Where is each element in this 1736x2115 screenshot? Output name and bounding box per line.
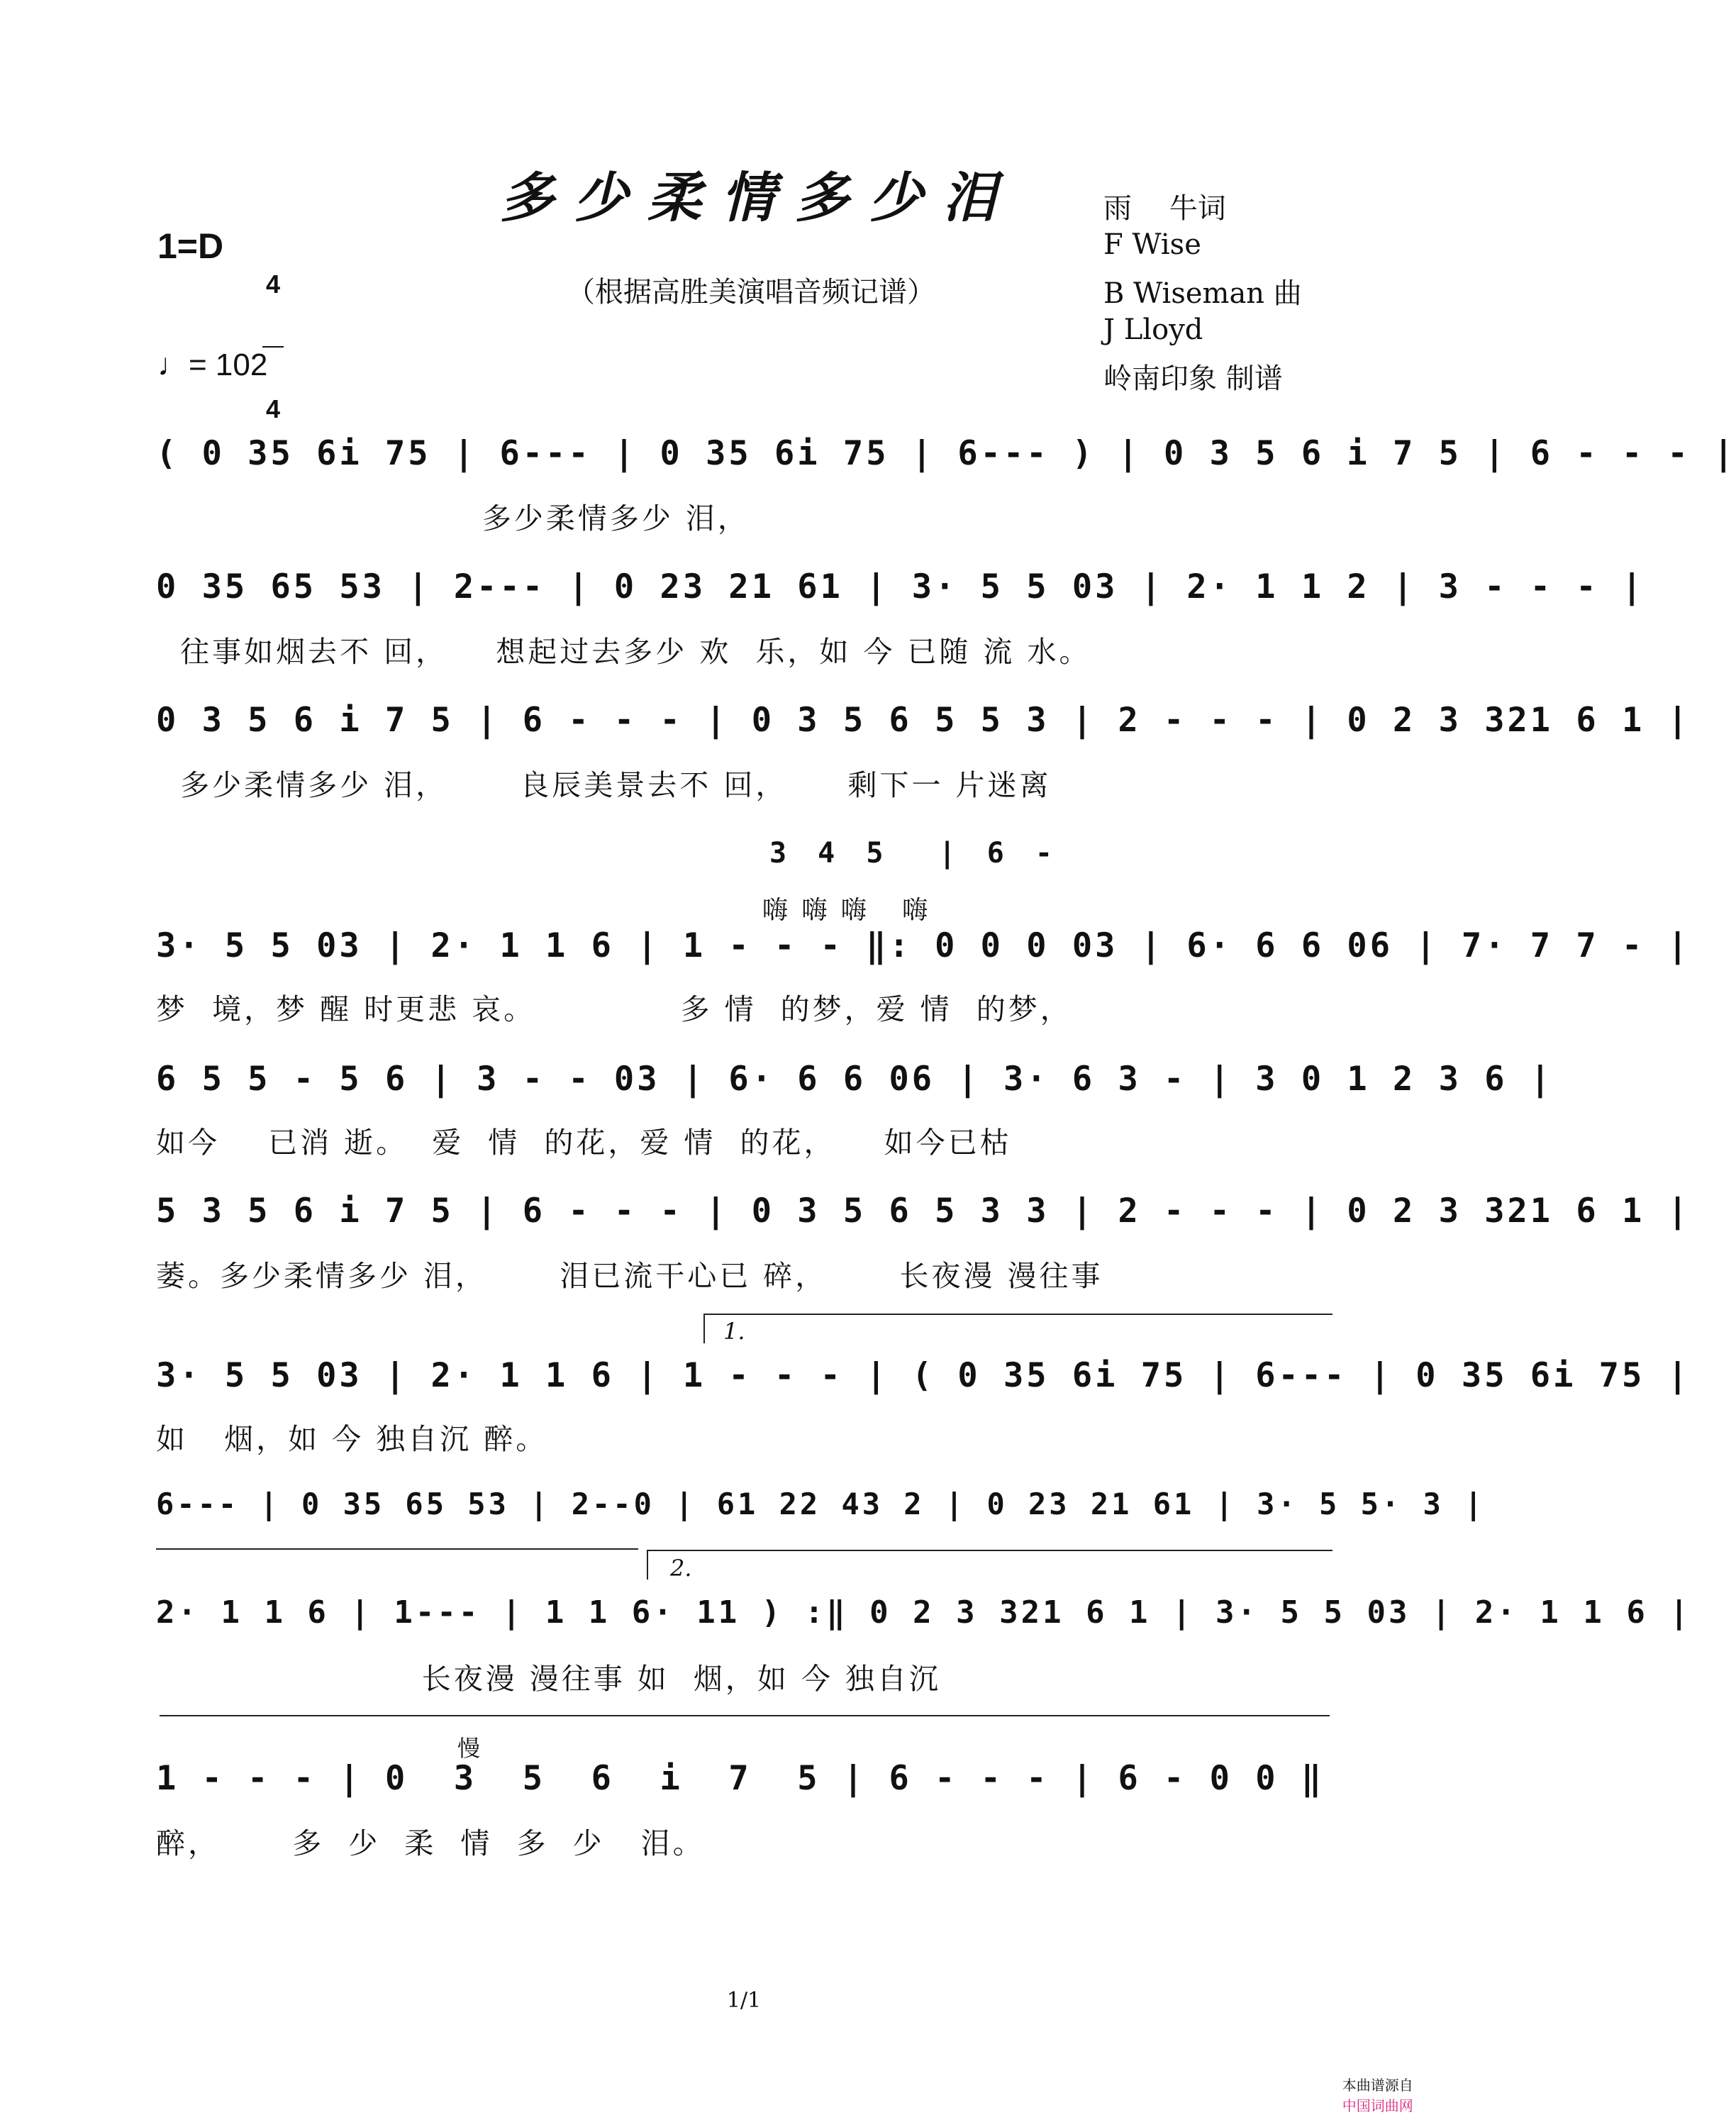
volta-1-bracket: [703, 1314, 1332, 1343]
source-footer-text: 本曲谱源自: [1342, 2077, 1413, 2094]
score-row-10-lyrics: 醉， 多 少 柔 情 多 少 泪。: [156, 1826, 705, 1860]
time-signature-bottom: 4: [265, 394, 281, 423]
score-row-10-notes: 1 - - - | 0 3 5 6 i 7 5 | 6 - - - | 6 - 0 0 ‖: [156, 1759, 1325, 1798]
time-signature: [262, 224, 284, 445]
coda-bracket-line: [160, 1715, 1330, 1716]
score-row-3-notes: 0 3 5 6 i 7 5 | 6 - - - | 0 3 5 6 5 5 3 | 2 - - - | 0 2 3 321 6 1 |: [156, 701, 1691, 740]
score-row-6-notes: 5 3 5 6 i 7 5 | 6 - - - | 0 3 5 6 5 3 3 | 2 - - - | 0 2 3 321 6 1 |: [156, 1192, 1691, 1231]
score-row-2-notes: 0 35 65 53 | 2--- | 0 23 21 61 | 3· 5 5 03 | 2· 1 1 2 | 3 - - - |: [156, 567, 1645, 606]
score-row-1-lyrics: 多少柔情多少 泪，: [156, 501, 750, 535]
score-row-1-notes: ( 0 35 6i 75 | 6--- | 0 35 6i 75 | 6--- ) | 0 3 5 6 i 7 5 | 6 - - - |: [156, 434, 1736, 473]
volta-1-label: 1.: [723, 1318, 745, 1345]
volta-1-extension-line: [156, 1548, 638, 1550]
score-row-2-lyrics: 往事如烟去不 回， 想起过去多少 欢 乐，如 今 已随 流 水。: [156, 635, 1091, 669]
score-row-7-notes: 3· 5 5 03 | 2· 1 1 6 | 1 - - - | ( 0 35 6i 75 | 6--- | 0 35 6i 75 |: [156, 1356, 1691, 1395]
source-footer-site: 中国词曲网: [1342, 2097, 1413, 2114]
score-row-6-lyrics: 萎。多少柔情多少 泪， 泪已流干心已 碎， 长夜漫 漫往事: [156, 1259, 1103, 1293]
time-signature-top: 4: [265, 270, 281, 299]
credit-composer-3: J Lloyd: [1103, 313, 1203, 346]
score-row-3-lyrics: 多少柔情多少 泪， 良辰美景去不 回， 剩下一 片迷离: [156, 768, 1052, 802]
score-row-8-notes: 6--- | 0 35 65 53 | 2--0 | 61 22 43 2 | 0 23 21 61 | 3· 5 5· 3 |: [156, 1487, 1486, 1521]
song-subtitle: （根据高胜美演唱音频记谱）: [567, 276, 935, 309]
score-row-7-lyrics: 如 烟，如 今 独自沉 醉。: [156, 1422, 548, 1456]
song-title: 多少柔情多少泪: [500, 166, 1016, 229]
source-footer: [1333, 2057, 1413, 2115]
tempo-marking: ♩= 102: [157, 348, 268, 382]
key-signature: 1=D: [157, 226, 224, 266]
score-row-4-lyrics: 梦 境，梦 醒 时更悲 哀。 多 情 的梦，爱 情 的梦，: [156, 992, 1072, 1026]
credit-lyricist: 雨 牛词: [1103, 192, 1226, 225]
volta-2-bracket: [647, 1550, 1332, 1580]
score-row-5-lyrics: 如今 已消 逝。 爱 情 的花，爱 情 的花， 如今已枯: [156, 1126, 1012, 1160]
tempo-slow-mark: 慢: [457, 1735, 481, 1762]
credit-composer-1: F Wise: [1103, 228, 1201, 261]
score-row-9-notes: 2· 1 1 6 | 1--- | 1 1 6· 11 ) :‖ 0 2 3 321 6 1 | 3· 5 5 03 | 2· 1 1 6 |: [156, 1594, 1691, 1631]
score-row-4-notes: 3· 5 5 03 | 2· 1 1 6 | 1 - - - ‖: 0 0 0 03 | 6· 6 6 06 | 7· 7 7 - |: [156, 926, 1691, 965]
score-row-5-notes: 6 5 5 - 5 6 | 3 - - 03 | 6· 6 6 06 | 3· 6 3 - | 3 0 1 2 3 6 |: [156, 1060, 1554, 1099]
harmony-lyrics: 嗨 嗨 嗨 嗨: [762, 896, 931, 925]
credit-transcriber: 岭南印象 制谱: [1103, 362, 1283, 395]
page-number: 1/1: [726, 1988, 762, 2013]
volta-2-label: 2.: [670, 1555, 692, 1582]
credit-composer-2: B Wiseman 曲: [1103, 277, 1302, 310]
score-row-9-lyrics: 长夜漫 漫往事 如 烟，如 今 独自沉: [156, 1662, 941, 1696]
harmony-notes: 3 4 5 | 6 -: [769, 837, 1059, 870]
